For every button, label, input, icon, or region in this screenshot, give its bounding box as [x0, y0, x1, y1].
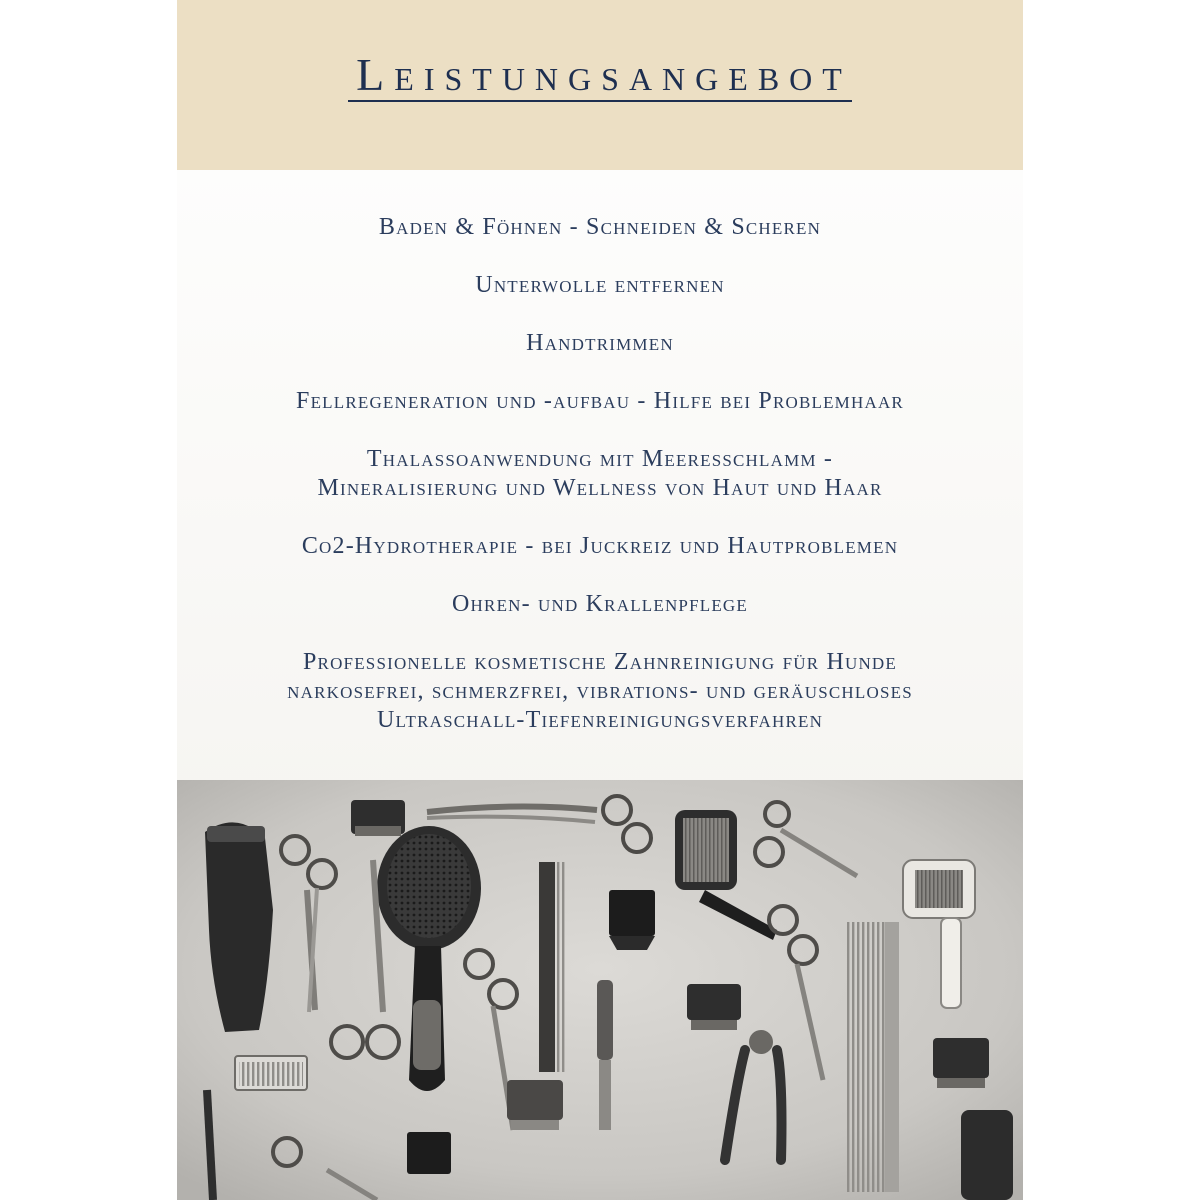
poster [177, 0, 1023, 1200]
page-title-text: Leistungsangebot [348, 52, 852, 102]
comb-icon [539, 862, 565, 1072]
grooming-tools-illustration [177, 780, 1023, 1200]
service-item-ear-claw-care: Ohren- und Krallenpflege [452, 591, 748, 617]
service-item-thalasso: Thalassoanwendung mit Meeresschlamm - Mineralisierung und Wellness von Haut und Haar [317, 446, 883, 501]
service-item-dental-cleaning: Professionelle kosmetische Zahnreinigung für Hunde narkosefrei, schmerzfrei, vibrations- und geräuschloses Ultraschall-Tiefenreinigungsverfahren [287, 649, 913, 733]
stripping-knife-icon [597, 980, 613, 1130]
service-item-handstripping: Handtrimmen [526, 330, 674, 356]
blade-icon [507, 1080, 563, 1130]
attachment-comb-icon [609, 890, 655, 950]
metal-comb-icon [847, 922, 899, 1192]
page-title [177, 48, 1023, 102]
header-band [177, 0, 1023, 170]
service-item-coat-regeneration: Fellregeneration und -aufbau - Hilfe bei Problemhaar [296, 388, 904, 414]
attachment-comb-icon [407, 1132, 451, 1174]
blade-icon [687, 984, 741, 1030]
services-list [177, 213, 1023, 764]
comb-attachment-icon [235, 1056, 307, 1090]
grooming-tools-photo [177, 780, 1023, 1200]
service-item-bathing: Baden & Föhnen - Schneiden & Scheren [378, 214, 822, 240]
service-item-co2-hydrotherapy: Co2-Hydrotherapie - bei Juckreiz und Hautproblemen [301, 533, 899, 559]
blade-icon [351, 800, 405, 836]
blade-icon [933, 1038, 989, 1088]
trimmer-icon [961, 1110, 1013, 1200]
service-item-undercoat: Unterwolle entfernen [475, 272, 725, 298]
